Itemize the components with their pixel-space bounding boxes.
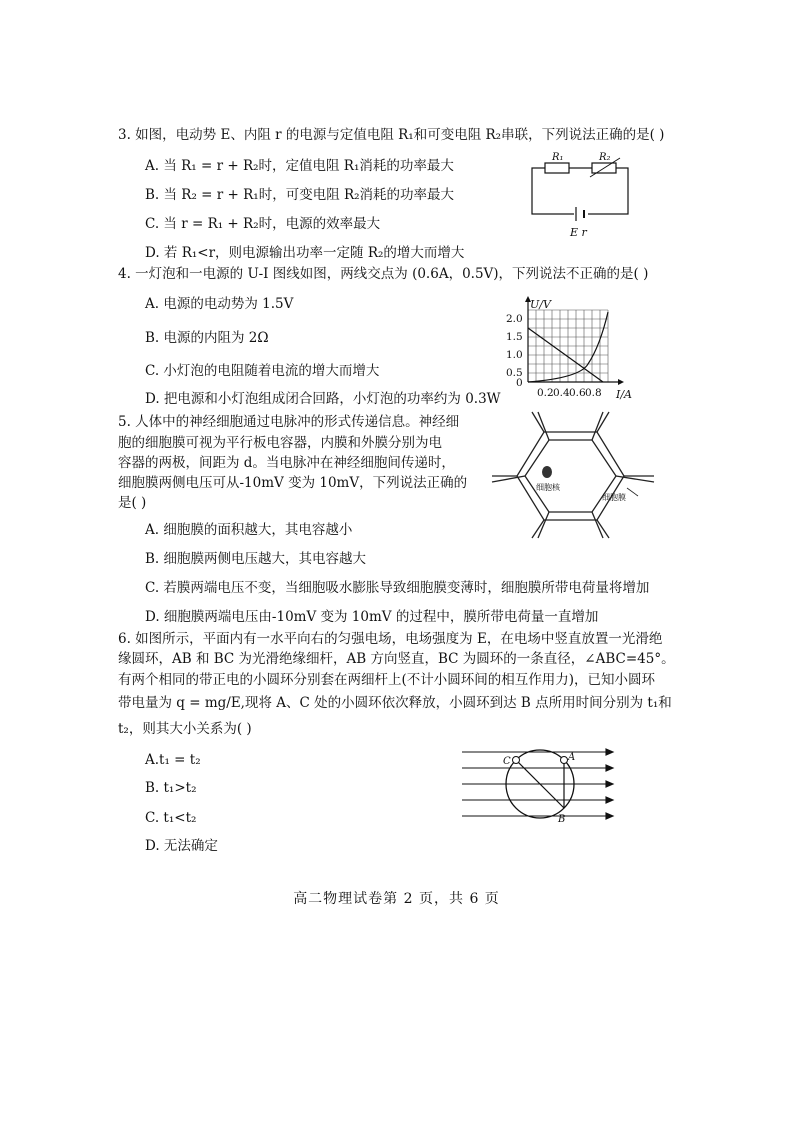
x-tick: 0.8 [585,387,602,399]
q6-stem-line: 带电量为 q = mg/E,现将 A、C 处的小圆环依次释放，小圆环到达 B 点所用时间分别为 t₁和 [118,695,672,711]
point-b-label: B [558,814,566,825]
q4-option-d: D. 把电源和小灯泡组成闭合回路，小灯泡的功率约为 0.3W [145,391,501,407]
source-label: E r [570,226,587,239]
q4-ui-graph [500,298,640,404]
point-a-label: A [568,752,576,763]
q3-option-d: D. 若 R₁<r，则电源输出功率一定随 R₂的增大而增大 [145,245,465,261]
y-tick: 1.5 [506,331,523,343]
q6-option-d: D. 无法确定 [145,838,218,854]
page-footer: 高二物理试卷第 2 页，共 6 页 [293,891,500,907]
q5-option-a: A. 细胞膜的面积越大，其电容越小 [145,522,353,538]
q6-option-b: B. t₁>t₂ [145,780,197,796]
y-axis-label: U/V [530,298,551,311]
graph-grid [528,310,608,382]
q3-option-c: C. 当 r = R₁ + R₂时，电源的效率最大 [145,216,381,232]
y-tick: 0 [516,377,523,389]
q3-option-b: B. 当 R₂ = r + R₁时，可变电阻 R₂消耗的功率最大 [145,187,455,203]
cell-outer-membrane [517,432,624,520]
q6-stem-line: t₂，则其大小关系为( ) [118,721,252,737]
q6-stem-line: 有两个相同的带正电的小圆环分别套在两细杆上(不计小圆环间的相互作用力)，已知小圆环 [118,672,656,688]
small-ring-a [561,757,568,764]
q5-stem-line: 是( ) [118,495,147,511]
q5-stem-line: 容器的两极，间距为 d。当电脉冲在神经细胞间传递时， [118,455,455,471]
q6-stem-line: 缘圆环，AB 和 BC 为光滑绝缘细杆，AB 方向竖直，BC 为圆环的一条直径，∠ABC=45°。 [118,651,675,667]
q6-option-a: A.t₁ = t₂ [145,752,201,768]
y-tick: 0.5 [506,367,523,379]
q3-circuit-diagram [530,150,640,242]
circuit-wire [532,168,628,214]
q5-stem-line: 5. 人体中的神经细胞通过电脉冲的形式传递信息。神经细 [118,414,460,430]
small-ring-c [513,757,520,764]
q5-cell-diagram [492,410,662,540]
q5-option-c: C. 若膜两端电压不变，当细胞吸水膨胀导致细胞膜变薄时，细胞膜所带电荷量将增加 [145,580,650,596]
q4-stem: 4. 一灯泡和一电源的 U-I 图线如图，两线交点为 (0.6A，0.5V)，下列说法不正确的是( ) [118,266,649,282]
q6-field-ring-diagram [460,746,620,830]
x-tick: 0.2 [537,387,554,399]
x-tick: 0.4 [553,387,570,399]
membrane-label: 细胞膜 [602,493,626,502]
r1-label: R₁ [552,152,564,163]
q5-stem-line: 细胞膜两侧电压可从-10mV 变为 10mV，下列说法正确的 [118,475,468,491]
q6-stem-line: 6. 如图所示，平面内有一水平向右的匀强电场，电场强度为 E，在电场中竖直放置一光滑绝 [118,631,663,647]
q4-option-c: C. 小灯泡的电阻随着电流的增大而增大 [145,363,380,379]
q3-stem: 3. 如图，电动势 E、内阻 r 的电源与定值电阻 R₁和可变电阻 R₂串联，下列说法正确的是( ) [118,127,665,143]
q5-stem-line: 胞的细胞膜可视为平行板电容器，内膜和外膜分别为电 [118,435,442,451]
electric-field-lines [462,749,613,819]
q6-option-c: C. t₁<t₂ [145,810,197,826]
q5-option-b: B. 细胞膜两侧电压越大，其电容越大 [145,551,367,567]
q4-option-b: B. 电源的内阻为 2Ω [145,330,269,346]
q5-option-d: D. 细胞膜两端电压由-10mV 变为 10mV 的过程中，膜所带电荷量一直增加 [145,609,599,625]
nucleus-icon [542,466,552,478]
q4-option-a: A. 电源的电动势为 1.5V [145,296,294,312]
r2-label: R₂ [599,152,611,163]
y-tick: 2.0 [506,313,523,325]
resistor-r1-icon [545,163,569,173]
point-c-label: C [503,756,511,767]
y-tick: 1.0 [506,349,523,361]
q3-option-a: A. 当 R₁ = r + R₂时，定值电阻 R₁消耗的功率最大 [145,158,454,174]
nucleus-label: 细胞核 [536,483,560,492]
x-axis-label: I/A [616,388,632,401]
x-tick: 0.6 [569,387,586,399]
